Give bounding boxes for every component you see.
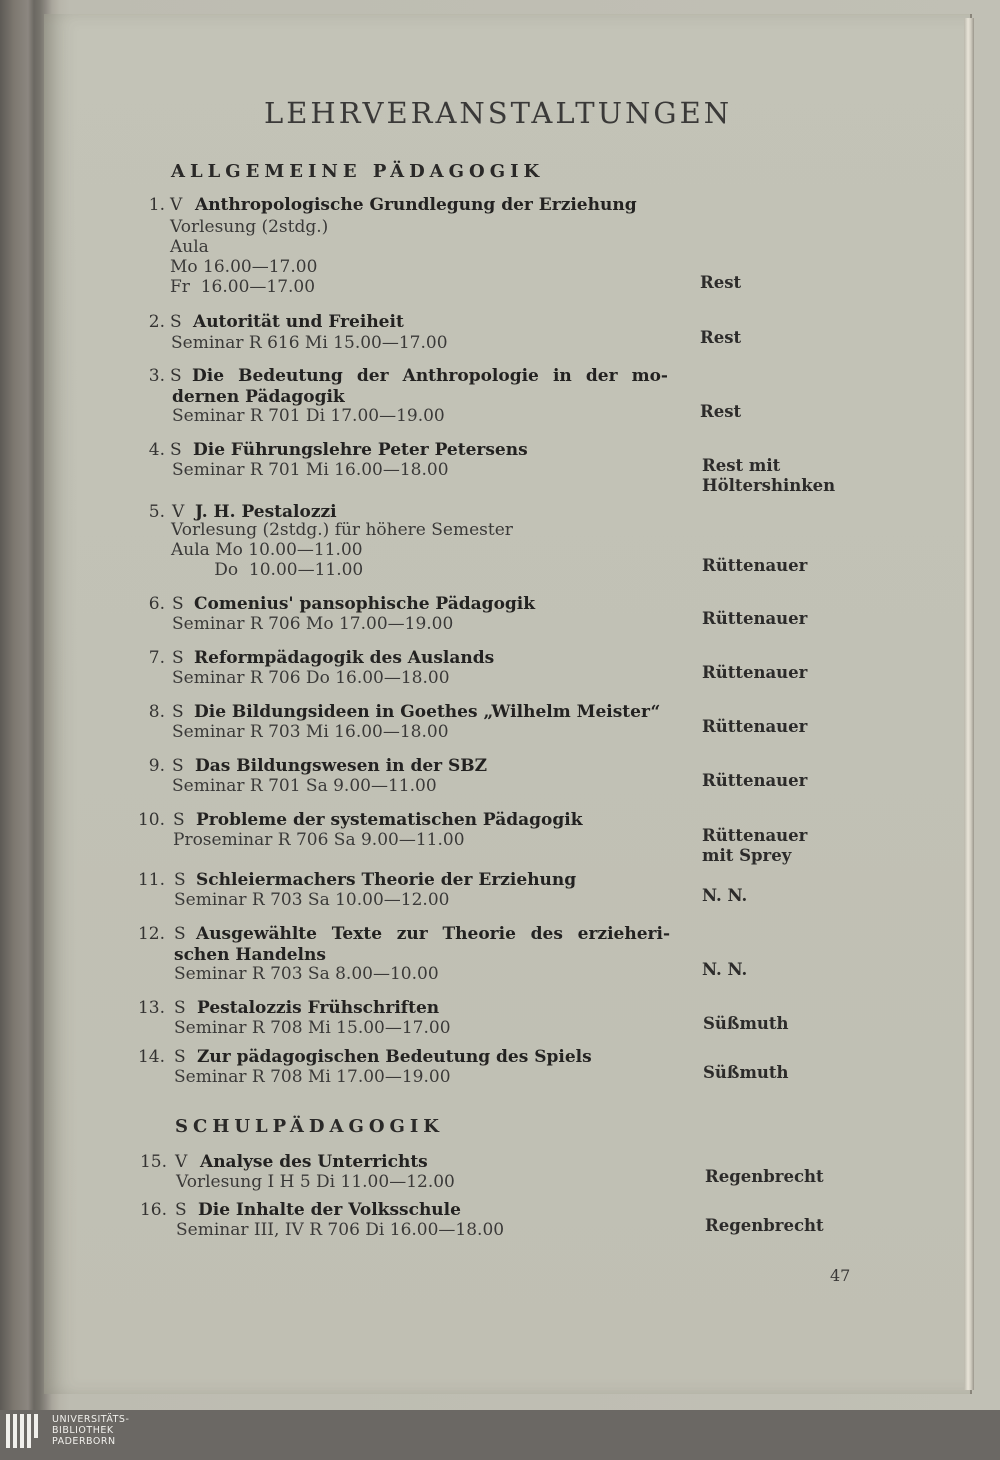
entry-lecturer: Rüttenauer [702,717,808,736]
library-logo-icon [6,1414,42,1448]
entry-detail: Vorlesung (2stdg.) für höhere Semester [171,520,513,540]
entry-number: 12. [137,924,165,944]
entry-lecturer: N. N. [702,960,748,979]
entry-type: S [170,440,182,460]
entry-title: Analyse des Unterrichts [200,1152,428,1172]
entry-detail: Aula Mo 10.00—11.00 [171,540,363,560]
entry-detail: Seminar R 703 Sa 8.00—10.00 [174,964,439,984]
entry-number: 16. [139,1200,167,1220]
entry-number: 14. [137,1047,165,1067]
library-logo-line: UNIVERSITÄTS- [52,1414,130,1425]
entry-lecturer: Rüttenauer [702,663,808,682]
entry-lecturer: N. N. [702,886,748,905]
entry-detail: Seminar R 708 Mi 17.00—19.00 [174,1067,451,1087]
entry-type: S [175,1200,187,1220]
page-number: 47 [830,1266,851,1285]
entry-detail: Seminar R 701 Di 17.00—19.00 [172,406,445,426]
entry-title: dernen Pädagogik [172,387,345,407]
entry-number: 3. [148,366,165,386]
entry-number: 15. [139,1152,167,1172]
entry-number: 2. [148,312,165,332]
entry-lecturer: Höltershinken [702,476,836,495]
entry-type: V [175,1152,188,1172]
entry-lecturer: Rüttenauer [702,609,808,628]
entry-title: Anthropologische Grundlegung der Erziehung [195,195,637,215]
entry-number: 9. [148,756,165,776]
entry-lecturer: Süßmuth [703,1014,789,1033]
entry-lecturer: Rest [700,402,742,421]
page-heading: LEHRVERANSTALTUNGEN [264,96,733,130]
entry-detail: Mo 16.00—17.00 [170,257,318,277]
entry-number: 10. [137,810,165,830]
entry-detail: Do 10.00—11.00 [171,560,364,580]
entry-title: Pestalozzis Frühschriften [197,998,440,1018]
entry-type: S [173,810,185,830]
entry-lecturer: Rest [700,273,742,292]
entry-detail: Vorlesung I H 5 Di 11.00—12.00 [176,1172,455,1192]
section-title-schulpaedagogik: SCHULPÄDAGOGIK [175,1116,444,1137]
entry-title: schen Handelns [174,945,326,965]
entry-type: V [172,502,185,522]
entry-detail: Vorlesung (2stdg.) [170,217,329,237]
entry-lecturer: Rest [700,328,742,347]
entry-title: Schleiermachers Theorie der Erziehung [196,870,577,890]
entry-detail: Proseminar R 706 Sa 9.00—11.00 [173,830,465,850]
entry-type: S [174,998,186,1018]
entry-number: 13. [137,998,165,1018]
section-title-allgemeine-paedagogik: ALLGEMEINE PÄDAGOGIK [171,161,545,182]
entry-number: 6. [148,594,165,614]
entry-lecturer: Regenbrecht [705,1167,824,1186]
page-edge [964,18,974,1390]
entry-number: 1. [148,195,165,215]
entry-title: Die Inhalte der Volksschule [198,1200,461,1220]
entry-detail: Seminar R 703 Mi 16.00—18.00 [172,722,449,742]
entry-lecturer: Süßmuth [703,1063,789,1082]
entry-title: Die Führungslehre Peter Petersens [193,440,528,460]
entry-type: S [170,366,182,386]
entry-lecturer: Regenbrecht [705,1216,824,1235]
entry-detail: Seminar R 703 Sa 10.00—12.00 [174,890,450,910]
entry-lecturer: mit Sprey [702,846,792,865]
library-logo-line: BIBLIOTHEK [52,1425,114,1436]
entry-number: 4. [148,440,165,460]
entry-title: Comenius' pansophische Pädagogik [194,594,536,614]
entry-detail: Seminar R 706 Mo 17.00—19.00 [172,614,454,634]
entry-title: Die Bildungsideen in Goethes „Wilhelm Meister“ [194,702,661,722]
entry-title: Probleme der systematischen Pädagogik [196,810,583,830]
entry-detail: Seminar III, IV R 706 Di 16.00—18.00 [176,1220,505,1240]
entry-title: Die Bedeutung der Anthropologie in der mo- [192,366,668,386]
entry-detail: Seminar R 701 Sa 9.00—11.00 [172,776,437,796]
entry-title: Zur pädagogischen Bedeutung des Spiels [197,1047,592,1067]
entry-title: J. H. Pestalozzi [195,502,337,522]
entry-type: S [172,594,184,614]
entry-lecturer: Rest mit [702,456,781,475]
entry-type: S [172,756,184,776]
entry-type: S [172,702,184,722]
footer-bar [0,1410,1000,1460]
library-logo-text [52,1414,129,1447]
library-logo-line: PADERBORN [52,1436,116,1447]
entry-type: S [170,312,182,332]
entry-lecturer: Rüttenauer [702,556,808,575]
entry-detail: Seminar R 708 Mi 15.00—17.00 [174,1018,451,1038]
entry-title: Ausgewählte Texte zur Theorie des erzieheri- [196,924,670,944]
entry-number: 8. [148,702,165,722]
entry-type: S [172,648,184,668]
entry-type: S [174,870,186,890]
entry-lecturer: Rüttenauer [702,826,808,845]
entry-detail: Aula [170,237,209,257]
entry-number: 11. [137,870,165,890]
entry-title: Reformpädagogik des Auslands [194,648,495,668]
entry-detail: Fr 16.00—17.00 [170,277,316,297]
entry-detail: Seminar R 706 Do 16.00—18.00 [172,668,450,688]
entry-type: S [174,924,186,944]
entry-number: 5. [148,502,165,522]
entry-title: Das Bildungswesen in der SBZ [195,756,488,776]
entry-number: 7. [148,648,165,668]
entry-detail: Seminar R 616 Mi 15.00—17.00 [171,333,448,353]
entry-type: V [170,195,183,215]
entry-detail: Seminar R 701 Mi 16.00—18.00 [172,460,449,480]
entry-lecturer: Rüttenauer [702,771,808,790]
entry-title: Autorität und Freiheit [193,312,404,332]
entry-type: S [174,1047,186,1067]
